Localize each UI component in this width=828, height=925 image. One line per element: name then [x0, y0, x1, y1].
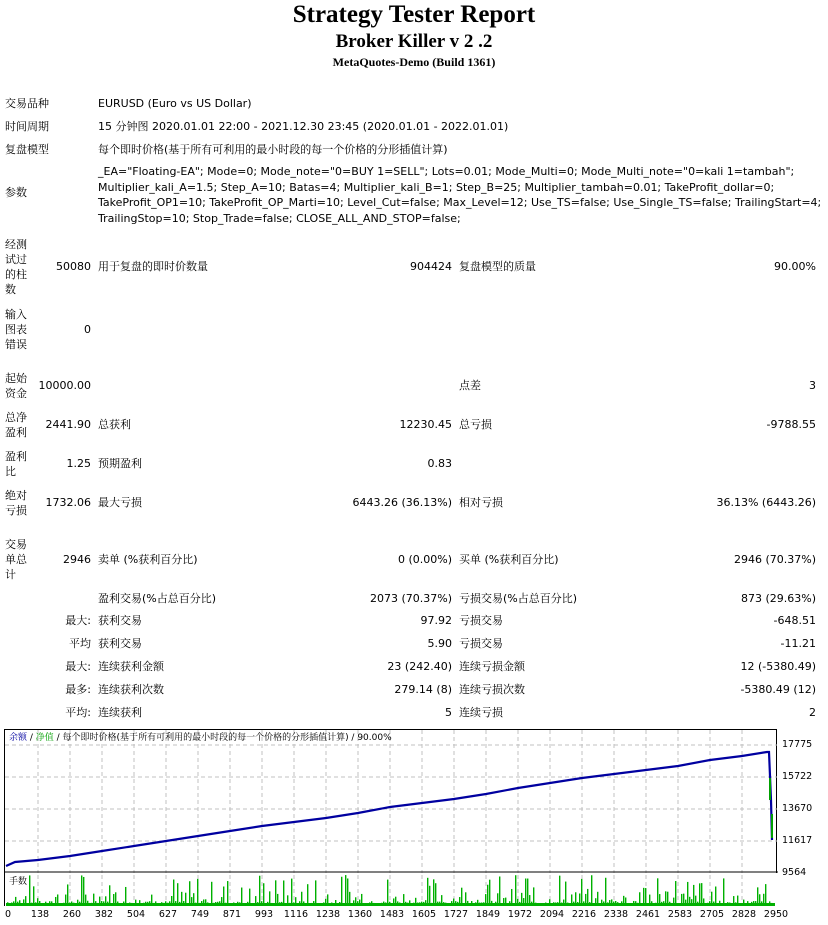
detail-left-label: 获利交易 [98, 637, 142, 650]
bars-value: 50080 [56, 260, 91, 273]
x-tick: 1360 [347, 909, 373, 920]
x-tick: 627 [158, 909, 178, 920]
legend-separator: / [27, 733, 36, 743]
long-label: 买单 (%获利百分比) [459, 553, 559, 566]
rel-dd-value: 36.13% (6443.26) [716, 496, 816, 509]
x-tick: 1483 [379, 909, 405, 920]
total-trades-value: 2946 [63, 553, 91, 566]
detail-right-label: 亏损交易 [459, 637, 503, 650]
x-tick: 1238 [315, 909, 341, 920]
detail-right-label: 连续亏损次数 [459, 683, 525, 696]
max-dd-label: 最大亏损 [98, 496, 142, 509]
profit-trades-value: 2073 (70.37%) [369, 592, 452, 605]
detail-right-label: 连续亏损金额 [459, 660, 525, 673]
x-tick: 993 [254, 909, 274, 920]
deposit-label: 起始资金 [5, 372, 27, 400]
abs-dd-label: 绝对亏损 [5, 489, 27, 517]
x-tick: 2705 [699, 909, 725, 920]
symbol-label: 交易品种 [5, 97, 49, 110]
x-tick: 382 [94, 909, 114, 920]
x-tick: 2338 [603, 909, 629, 920]
x-tick: 1727 [443, 909, 469, 920]
x-tick: 0 [4, 909, 12, 920]
detail-left-value: 97.92 [420, 614, 452, 627]
detail-prefix: 平均: [65, 706, 91, 719]
params-value: _EA="Floating-EA"; Mode=0; Mode_note="0=BUY 1=SELL"; Lots=0.01; Mode_Multi=0; Mode_Multi_note="0=kali 1=tambah"; Multiplier_kali_A=1.5; Step_A=10; Batas=4; Multiplier_kali_B=1; Step_B=25; Multiplier_tambah=0.01; TakeProfit_dollar=0; TakeProfit_OP1=10; TakeProfit_OP_Marti=10; Level_Cut=false; Max_Level=12; Use_TS=false; Use_Single_TS=false; TrailingStart=4; TrailingStop=10; Stop_Trade=false; CLOSE_ALL_AND_STOP=false; [98, 165, 822, 225]
legend-equity: 净值 [35, 733, 54, 743]
net-profit-value: 2441.90 [45, 418, 91, 431]
loss-trades-label: 亏损交易(%占总百分比) [459, 592, 578, 605]
detail-right-value: -5380.49 (12) [740, 683, 816, 696]
ticks-value: 904424 [410, 260, 452, 273]
short-label: 卖单 (%获利百分比) [98, 553, 198, 566]
expected-payoff-label: 预期盈利 [98, 457, 142, 470]
volume-label: 手数 [9, 877, 28, 887]
symbol-value: EURUSD (Euro vs US Dollar) [98, 97, 252, 110]
x-tick: 1849 [475, 909, 501, 920]
bars-label: 经测试过的柱数 [5, 238, 27, 296]
period-value: 15 分钟图 2020.01.01 22:00 - 2021.12.30 23:45 (2020.01.01 - 2022.01.01) [98, 120, 509, 133]
profit-trades-label: 盈利交易(%占总百分比) [98, 592, 217, 605]
detail-right-value: -11.21 [780, 637, 816, 650]
abs-dd-value: 1732.06 [45, 496, 91, 509]
spread-value: 3 [809, 379, 816, 392]
detail-left-value: 5.90 [427, 637, 452, 650]
gross-loss-value: -9788.55 [766, 418, 816, 431]
x-tick: 749 [190, 909, 210, 920]
rel-dd-label: 相对亏损 [459, 496, 503, 509]
detail-right-value: -648.51 [773, 614, 816, 627]
chart-legend [9, 733, 392, 744]
gross-loss-label: 总亏损 [459, 418, 492, 431]
x-tick: 1605 [411, 909, 437, 920]
x-tick: 2216 [571, 909, 597, 920]
x-tick: 2461 [635, 909, 661, 920]
detail-right-value: 2 [809, 706, 816, 719]
period-label: 时间周期 [5, 120, 49, 133]
x-tick: 1972 [507, 909, 533, 920]
x-tick: 260 [62, 909, 82, 920]
x-tick: 2094 [539, 909, 565, 920]
detail-prefix: 最多: [65, 683, 91, 696]
detail-left-value: 23 (242.40) [387, 660, 452, 673]
balance-chart [4, 729, 777, 906]
params-label: 参数 [5, 186, 27, 199]
x-tick: 504 [126, 909, 146, 920]
detail-right-label: 亏损交易 [459, 614, 503, 627]
expected-payoff-value: 0.83 [427, 457, 452, 470]
profit-factor-label: 盈利比 [5, 450, 27, 478]
detail-right-label: 连续亏损 [459, 706, 503, 719]
detail-right-value: 12 (-5380.49) [740, 660, 816, 673]
detail-left-value: 279.14 (8) [394, 683, 452, 696]
deposit-value: 10000.00 [38, 379, 91, 392]
max-dd-value: 6443.26 (36.13%) [352, 496, 452, 509]
errors-label: 输入图表错误 [5, 308, 27, 351]
gross-profit-label: 总获利 [98, 418, 131, 431]
x-tick: 2828 [731, 909, 757, 920]
total-trades-label: 交易单总计 [5, 538, 27, 581]
detail-prefix: 最大: [65, 660, 91, 673]
x-tick: 2950 [763, 909, 789, 920]
long-value: 2946 (70.37%) [733, 553, 816, 566]
y-tick: 11617 [782, 835, 813, 846]
y-tick: 13670 [782, 803, 813, 814]
detail-prefix: 最大: [65, 614, 91, 627]
report-title: Strategy Tester Report [292, 1, 536, 28]
x-tick: 2583 [667, 909, 693, 920]
y-tick: 17775 [782, 739, 813, 750]
detail-left-label: 获利交易 [98, 614, 142, 627]
y-tick: 9564 [782, 867, 807, 878]
x-tick: 871 [222, 909, 242, 920]
profit-factor-value: 1.25 [66, 457, 91, 470]
model-label: 复盘模型 [5, 143, 49, 156]
short-value: 0 (0.00%) [397, 553, 452, 566]
quality-label: 复盘模型的质量 [459, 260, 536, 273]
x-tick: 138 [30, 909, 50, 920]
detail-left-label: 连续获利 [98, 706, 142, 719]
model-value: 每个即时价格(基于所有可利用的最小时段的每一个价格的分形插值计算) [98, 143, 448, 156]
ticks-label: 用于复盘的即时价数量 [98, 260, 208, 273]
ea-name: Broker Killer v 2 .2 [335, 31, 493, 52]
y-tick: 15722 [782, 771, 813, 782]
detail-prefix: 平均 [69, 637, 91, 650]
quality-value: 90.00% [774, 260, 816, 273]
chart-plot [5, 730, 778, 907]
server-build: MetaQuotes-Demo (Build 1361) [332, 55, 496, 69]
legend-balance: 余额 [9, 733, 28, 743]
x-tick: 1116 [283, 909, 309, 920]
legend-model: / 每个即时价格(基于所有可利用的最小时段的每一个价格的分形插值计算) / 90.00% [53, 733, 392, 743]
detail-left-label: 连续获利次数 [98, 683, 164, 696]
spread-label: 点差 [459, 379, 481, 392]
net-profit-label: 总净盈利 [5, 411, 27, 439]
gross-profit-value: 12230.45 [399, 418, 452, 431]
loss-trades-value: 873 (29.63%) [740, 592, 816, 605]
detail-left-value: 5 [445, 706, 452, 719]
errors-value: 0 [84, 323, 91, 336]
detail-left-label: 连续获利金额 [98, 660, 164, 673]
